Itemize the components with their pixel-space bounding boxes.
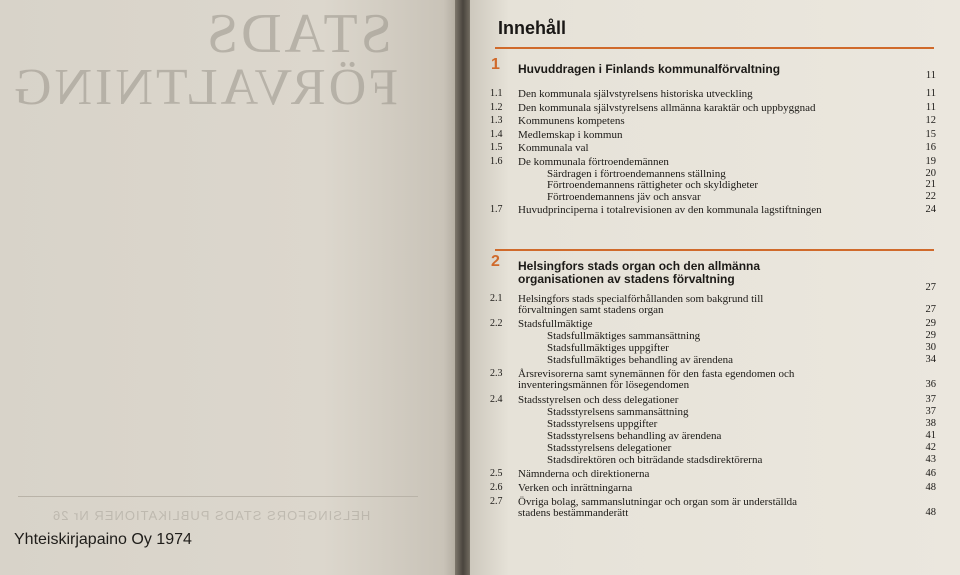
- entry-number: 1.3: [490, 115, 503, 127]
- chapter-title: Helsingfors stads organ och den allmänna: [518, 259, 761, 273]
- entry-page: 12: [925, 115, 936, 127]
- entry-page: 24: [925, 204, 936, 216]
- entry-number: 1.6: [490, 156, 503, 167]
- entry-page: 16: [925, 142, 936, 154]
- subentry-page: 29: [925, 330, 936, 342]
- subentry-title: Stadsdirektören och biträdande stadsdirektörerna: [547, 453, 763, 466]
- publisher-imprint: Yhteiskirjapaino Oy 1974: [14, 531, 192, 548]
- entry-page: 27: [925, 304, 936, 315]
- chapter-title: organisationen av stadens förvaltning: [518, 272, 735, 286]
- subentry-page: 38: [925, 417, 936, 429]
- entry-number: 2.7: [490, 496, 503, 508]
- entry-number: 2.1: [490, 293, 503, 304]
- subentry-title: Stadsstyrelsens uppgifter: [547, 417, 658, 430]
- entry-page: 19: [925, 156, 936, 167]
- subentry-page: 34: [925, 354, 936, 366]
- entry-title: Stadsfullmäktige: [518, 318, 593, 331]
- entry-title: Den kommunala självstyrelsens historiska utveckling: [518, 88, 753, 100]
- entry-number: 2.3: [490, 368, 503, 380]
- entry-page: 37: [925, 393, 936, 405]
- subentry-title: Förtroendemannens jäv och ansvar: [547, 190, 701, 203]
- subentry-title: Särdragen i förtroendemannens ställning: [547, 167, 726, 180]
- subentry-title: Stadsfullmäktiges sammansättning: [547, 330, 701, 343]
- entry-number: 1.7: [490, 204, 503, 216]
- entry-title: Årsrevisorerna samt synemännen för den fasta egendomen och: [518, 368, 795, 381]
- chapter-page: 11: [925, 70, 936, 81]
- entry-page: 48: [925, 482, 936, 493]
- entry-title: De kommunala förtroendemännen: [518, 156, 669, 168]
- ghost-title-line1: STADS: [204, 3, 392, 65]
- chapter-title: Huvuddragen i Finlands kommunalförvaltning: [518, 62, 781, 76]
- entry-number: 2.2: [490, 318, 503, 330]
- subentry-title: Förtroendemannens rättigheter och skyldigheter: [547, 179, 759, 192]
- entry-title: Kommunens kompetens: [518, 115, 625, 128]
- entry-title: Medlemskap i kommun: [518, 128, 623, 141]
- subentry-page: 20: [925, 167, 936, 179]
- entry-title: Övriga bolag, sammanslutningar och organ som är underställda: [518, 496, 798, 509]
- subentry-title: Stadsstyrelsens sammansättning: [547, 405, 689, 418]
- subentry-title: Stadsfullmäktiges behandling av ärendena: [547, 354, 734, 367]
- entry-title: Verken och inrättningarna: [518, 482, 633, 494]
- subentry-page: 30: [925, 342, 936, 354]
- entry-number: 2.4: [490, 393, 503, 405]
- entry-title-continued: förvaltningen samt stadens organ: [518, 304, 664, 316]
- subentry-page: 37: [925, 405, 936, 417]
- subentry-page: 41: [925, 429, 936, 441]
- ghost-divider: [18, 496, 418, 497]
- right-page: [470, 0, 960, 575]
- subentry-title: Stadsstyrelsens delegationer: [547, 441, 672, 454]
- entry-number: 1.5: [490, 142, 503, 154]
- entry-number: 2.5: [490, 467, 503, 479]
- entry-title-continued: inventeringsmännen för lösegendomen: [518, 379, 690, 392]
- entry-title-continued: stadens bestämmanderätt: [518, 507, 629, 520]
- entry-page: 15: [925, 128, 936, 140]
- entry-page: 46: [925, 467, 936, 479]
- entry-number: 1.1: [490, 88, 503, 99]
- entry-page: 48: [925, 507, 936, 519]
- entry-number: 1.2: [490, 101, 503, 113]
- entry-title: Kommunala val: [518, 142, 589, 155]
- subentry-page: 42: [925, 441, 936, 453]
- entry-number: 2.6: [490, 482, 503, 493]
- entry-page: 11: [925, 88, 936, 99]
- toc-title: Innehåll: [498, 18, 567, 38]
- chapter-number: 1: [491, 56, 500, 73]
- chapter-rule: [495, 47, 934, 49]
- subentry-title: Stadsstyrelsens behandling av ärendena: [547, 429, 722, 442]
- subentry-page: 21: [925, 179, 936, 191]
- entry-title: Huvudprinciperna i totalrevisionen av den kommunala lagstiftningen: [518, 204, 822, 217]
- entry-title: Helsingfors stads specialförhållanden som bakgrund till: [518, 293, 764, 305]
- left-page: [0, 0, 462, 575]
- entry-page: 11: [925, 101, 936, 113]
- entry-number: 1.4: [490, 128, 503, 140]
- entry-page: 36: [925, 379, 936, 391]
- entry-page: 29: [925, 318, 936, 330]
- entry-title: Den kommunala självstyrelsens allmänna karaktär och uppbyggnad: [518, 101, 816, 114]
- subentry-page: 22: [925, 190, 936, 202]
- entry-title: Stadsstyrelsen och dess delegationer: [518, 393, 679, 406]
- subentry-page: 43: [925, 453, 936, 465]
- ghost-title-line2: FÖRVALTNING: [10, 59, 398, 116]
- chapter-page: 27: [925, 282, 936, 293]
- chapter-number: 2: [491, 253, 500, 270]
- subentry-title: Stadsfullmäktiges uppgifter: [547, 342, 669, 355]
- ghost-series-text: HELSINGFORS STADS PUBLIKATIONER Nr 26: [52, 508, 371, 523]
- entry-title: Nämnderna och direktionerna: [518, 467, 650, 480]
- chapter-rule: [495, 249, 934, 251]
